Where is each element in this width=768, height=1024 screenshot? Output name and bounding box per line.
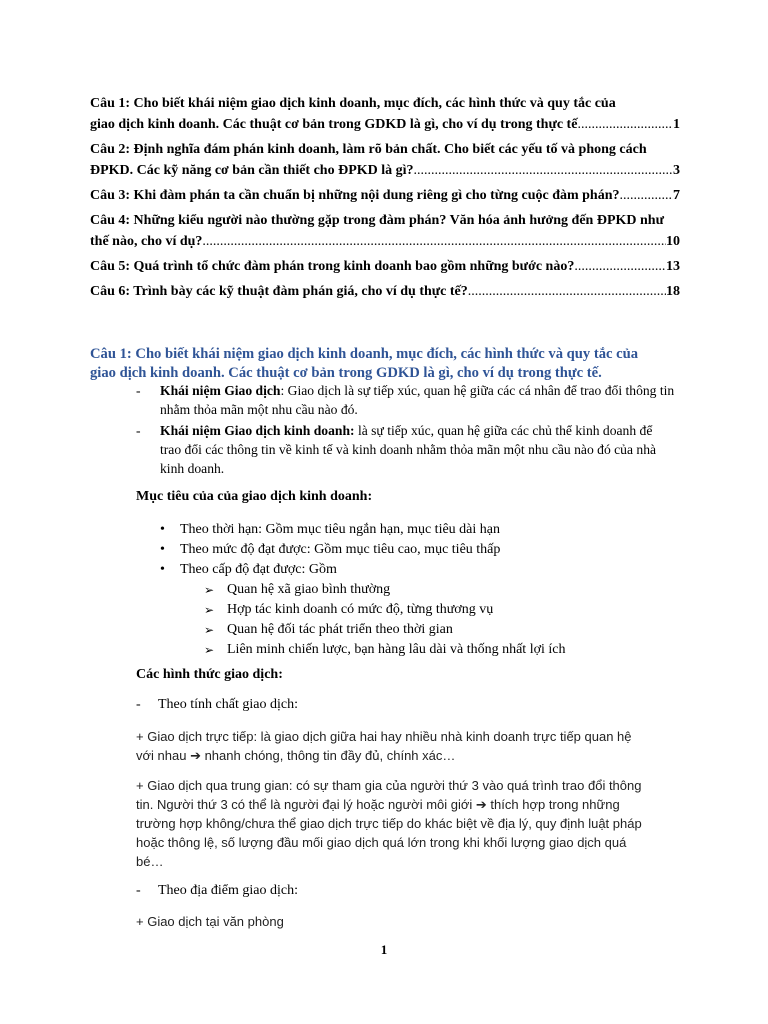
list-item: ➢ Quan hệ đối tác phát triển theo thời gian: [204, 620, 565, 640]
toc-entry-line: Câu 6: Trình bày các kỹ thuật đàm phán giá, cho ví dụ thực tế?: [90, 284, 468, 299]
heading-line: Câu 1: Cho biết khái niệm giao dịch kinh doanh, mục đích, các hình thức và quy tắc của: [90, 346, 639, 362]
toc-entry-line: Câu 5: Quá trình tổ chức đàm phán trong kinh doanh bao gồm những bước nào?: [90, 259, 575, 274]
right-arrow-icon: ➔: [190, 748, 201, 763]
list-item: • Theo cấp độ đạt được: Gồm: [160, 562, 337, 577]
right-arrow-icon: ➔: [475, 797, 487, 812]
definition-list: [136, 381, 676, 480]
dot-leader: [620, 185, 674, 206]
arrowhead-icon: ➢: [204, 603, 215, 617]
office-transaction-line: + Giao dịch tại văn phòng: [136, 914, 284, 929]
heading-line: giao dịch kinh doanh. Các thuật cơ bản trong GDKD là gì, cho ví dụ trong thực tế.: [90, 365, 602, 381]
by-place-item: - Theo địa điểm giao dịch:: [136, 883, 298, 898]
toc-page-number: 13: [666, 259, 680, 274]
arrowhead-icon: ➢: [204, 583, 215, 597]
question-1-heading: [90, 345, 680, 383]
toc-page-number: 1: [673, 117, 680, 132]
toc-entry[interactable]: [90, 281, 680, 302]
list-item: • Theo mức độ đạt được: Gồm mục tiêu cao, mục tiêu thấp: [160, 542, 501, 557]
definition-item: - Khái niệm Giao dịch: Giao dịch là sự tiếp xúc, quan hệ giữa các cá nhân để trao đổi thông tin nhằm thỏa mãn một nhu cầu nào đó.: [136, 383, 675, 417]
levels-list: [204, 580, 565, 660]
dot-leader: [577, 114, 673, 135]
dot-leader: [468, 281, 666, 302]
toc-entry[interactable]: [90, 139, 680, 181]
definition-text: là sự tiếp xúc, quan hệ giữa các chủ thể kinh doanh để trao đổi các thông tin về kinh tế và kinh doanh nhằm thỏa mãn một nhu cầu nào đó của nhà kinh doanh.: [160, 423, 657, 476]
forms-heading: Các hình thức giao dịch:: [136, 667, 283, 682]
arrowhead-icon: ➢: [204, 643, 215, 657]
dot-leader: [574, 256, 666, 277]
page-number: 1: [380, 942, 388, 957]
toc-page-number: 10: [666, 234, 680, 249]
list-item: ➢ Quan hệ xã giao bình thường: [204, 580, 565, 600]
table-of-contents: [90, 93, 680, 306]
toc-page-number: 18: [666, 284, 680, 299]
list-item: ➢ Hợp tác kinh doanh có mức độ, từng thương vụ: [204, 600, 565, 620]
by-nature-item: - Theo tính chất giao dịch:: [136, 697, 298, 712]
dot-leader: [202, 231, 666, 252]
toc-entry[interactable]: [90, 93, 680, 135]
toc-entry-line: Câu 2: Định nghĩa đám phán kinh doanh, làm rõ bản chất. Cho biết các yếu tố và phong cách: [90, 142, 647, 157]
definition-text: Giao dịch là sự tiếp xúc, quan hệ giữa các cá nhân để trao đổi thông tin nhằm thỏa mãn một nhu cầu nào đó.: [160, 383, 675, 417]
definition-term: Khái niệm Giao dịch: [160, 383, 281, 398]
goals-heading: Mục tiêu của của giao dịch kinh doanh:: [136, 489, 373, 504]
toc-entry[interactable]: [90, 185, 680, 206]
direct-transaction-paragraph: + Giao dịch trực tiếp: là giao dịch giữa hai hay nhiều nhà kinh doanh trực tiếp quan hệ với nhau ➔ nhanh chóng, thông tin đầy đủ, chính xác…: [136, 729, 632, 763]
toc-entry-line: Câu 4: Những kiểu người nào thường gặp trong đàm phán? Văn hóa ảnh hưởng đến ĐPKD như: [90, 213, 664, 228]
dot-leader: [414, 160, 673, 181]
toc-entry-line: Câu 1: Cho biết khái niệm giao dịch kinh doanh, mục đích, các hình thức và quy tắc của: [90, 96, 616, 111]
list-item: ➢ Liên minh chiến lược, bạn hàng lâu dài và thống nhất lợi ích: [204, 640, 565, 660]
toc-page-number: 7: [673, 188, 680, 203]
toc-entry-line: Câu 3: Khi đàm phán ta cần chuẩn bị những nội dung riêng gì cho từng cuộc đàm phán?: [90, 188, 620, 203]
toc-entry-line: giao dịch kinh doanh. Các thuật cơ bản trong GDKD là gì, cho ví dụ trong thực tế: [90, 117, 578, 132]
arrowhead-icon: ➢: [204, 623, 215, 637]
toc-entry[interactable]: [90, 210, 680, 252]
definition-term: Khái niệm Giao dịch kinh doanh:: [160, 423, 355, 438]
goals-list: [160, 520, 565, 660]
toc-entry-line: thế nào, cho ví dụ?: [90, 234, 203, 249]
toc-page-number: 3: [673, 163, 680, 178]
list-item: • Theo thời hạn: Gồm mục tiêu ngắn hạn, mục tiêu dài hạn: [160, 522, 500, 537]
toc-entry[interactable]: [90, 256, 680, 277]
toc-entry-line: ĐPKD. Các kỹ năng cơ bản cần thiết cho ĐPKD là gì?: [90, 163, 414, 178]
definition-item: - Khái niệm Giao dịch kinh doanh: là sự tiếp xúc, quan hệ giữa các chủ thể kinh doanh để trao đổi các thông tin về kinh tế và kinh doanh nhằm thỏa mãn một nhu cầu nào đó của nhà kinh doanh.: [136, 423, 657, 476]
indirect-transaction-paragraph: + Giao dịch qua trung gian: có sự tham gia của người thứ 3 vào quá trình trao đổi thông tin. Người thứ 3 có thể là người đại lý hoặc người môi giới ➔ thích hợp trong những trường hợp không/chưa thể giao dịch trực tiếp do khác biệt về địa lý, quy định luật pháp hoặc thông lệ, số lượng đầu mối giao dịch quá lớn trong khi khối lượng giao dịch quá bé…: [136, 778, 642, 869]
